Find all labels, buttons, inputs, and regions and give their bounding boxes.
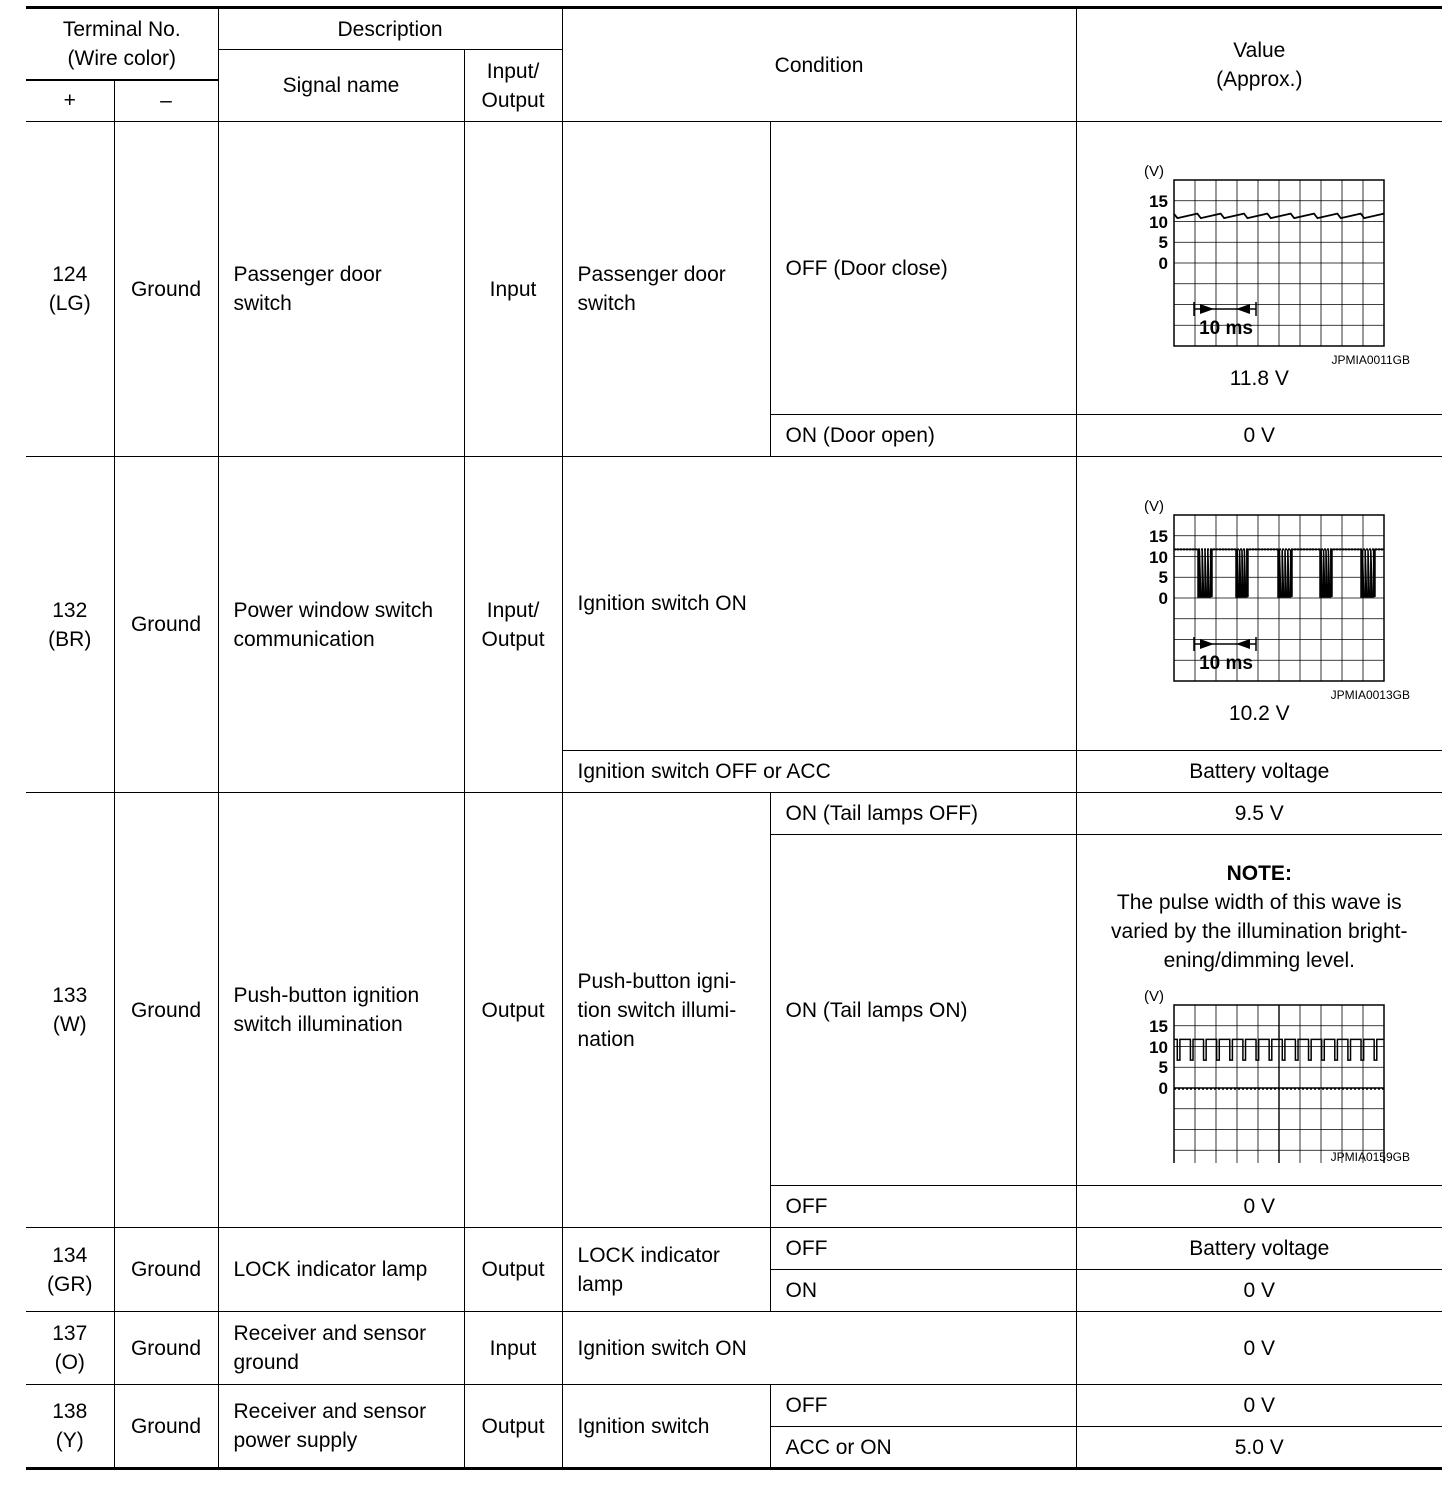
condition-header: Condition [562, 8, 1076, 122]
y-tick-label: 5 [1158, 1058, 1169, 1077]
arrow-head [1236, 639, 1250, 649]
terminal-cell [26, 457, 114, 793]
value-cell: 5.0 V [1076, 1427, 1442, 1469]
condition-main-line: nation [577, 1027, 635, 1051]
signal-name-cell [218, 793, 464, 1228]
signal-name-line: Passenger door [233, 263, 382, 286]
terminal-table [26, 6, 1442, 1470]
y-unit-label: (V) [1144, 988, 1165, 1005]
terminal-cell [26, 1228, 114, 1312]
value-cell [1076, 122, 1442, 415]
terminal-number: 138 [52, 1400, 88, 1423]
value-cell: 0 V [1076, 415, 1442, 457]
time-label: 10 ms [1199, 317, 1254, 339]
table-row [26, 1228, 1442, 1270]
table-row [26, 457, 1442, 751]
y-unit-label: (V) [1144, 162, 1165, 180]
y-tick-label: 5 [1158, 568, 1169, 587]
oscilloscope-svg [1104, 493, 1414, 701]
y-tick-label: 5 [1158, 232, 1169, 252]
signal-name-line: Receiver and sensor [233, 1322, 427, 1345]
terminal-no-label: Terminal No. [62, 17, 181, 41]
time-label: 10 ms [1199, 653, 1254, 674]
wire-color: (BR) [48, 627, 92, 651]
wire-color: (W) [52, 1013, 87, 1036]
signal-name-line: ground [233, 1351, 299, 1374]
signal-name-line: power supply [233, 1429, 358, 1452]
condition-main-line: LOCK indicator [577, 1243, 720, 1267]
y-tick-label: 15 [1149, 191, 1169, 211]
y-tick-label: 10 [1149, 212, 1169, 232]
arrow-head [1236, 304, 1250, 314]
note-line: The pulse width of this wave is [1116, 891, 1402, 914]
condition-main-cell [562, 122, 770, 457]
terminal-cell [26, 1312, 114, 1385]
value-cell: 0 V [1076, 1186, 1442, 1228]
y-tick-label: 15 [1149, 1017, 1169, 1036]
terminal-number: 124 [52, 263, 88, 286]
value-cell: 0 V [1076, 1385, 1442, 1427]
oscilloscope-svg [1104, 983, 1414, 1163]
plus-header: + [26, 80, 114, 122]
value-text: 10.2 V [1228, 702, 1290, 725]
note-block [1077, 857, 1443, 975]
io-line: Input/ [486, 598, 540, 622]
signal-name-line: Receiver and sensor [233, 1400, 427, 1423]
wire-color: (GR) [47, 1272, 93, 1296]
terminal-number: 134 [52, 1243, 88, 1267]
table-row [26, 793, 1442, 835]
condition-main-line: tion switch illumi- [577, 998, 737, 1022]
ground-cell: Ground [114, 457, 218, 793]
io-line: Output [481, 627, 545, 651]
signal-name-cell [218, 1312, 464, 1385]
arrow-head [1200, 304, 1214, 314]
condition-sub-cell: OFF [770, 1186, 1076, 1228]
signal-name-header: Signal name [218, 50, 464, 122]
waveform-illumination [1077, 983, 1443, 1163]
terminal-cell [26, 122, 114, 457]
signal-name-cell [218, 1385, 464, 1469]
condition-sub-cell: OFF [770, 1228, 1076, 1270]
value-cell: 0 V [1076, 1270, 1442, 1312]
io-cell: Output [464, 1228, 562, 1312]
input-output-header [464, 50, 562, 122]
y-tick-label: 10 [1149, 548, 1169, 567]
condition-cell: Ignition switch ON [562, 1312, 1076, 1385]
oscilloscope-svg [1104, 158, 1414, 366]
terminal-cell [26, 793, 114, 1228]
ground-cell: Ground [114, 1312, 218, 1385]
terminal-number: 132 [52, 598, 88, 622]
condition-sub-cell: ON (Tail lamps OFF) [770, 793, 1076, 835]
figure-code: JPMIA0159GB [1330, 1150, 1411, 1163]
note-line: varied by the illumination bright- [1111, 920, 1408, 943]
input-output-label-1: Input/ [486, 59, 540, 83]
description-header: Description [218, 8, 562, 50]
condition-cell: Ignition switch OFF or ACC [562, 751, 1076, 793]
wire-color: (LG) [48, 292, 91, 315]
value-text: 11.8 V [1229, 366, 1289, 390]
signal-name-line: communication [233, 627, 375, 651]
terminal-number: 133 [52, 984, 88, 1007]
y-tick-label: 15 [1149, 527, 1169, 546]
table-row [26, 1385, 1442, 1427]
y-unit-label: (V) [1144, 498, 1165, 515]
terminal-cell [26, 1385, 114, 1469]
ground-cell: Ground [114, 1228, 218, 1312]
condition-cell: Ignition switch ON [562, 457, 1076, 751]
terminal-no-header [26, 8, 218, 80]
table-row [26, 1312, 1442, 1385]
condition-main-line: lamp [577, 1272, 624, 1296]
value-cell: 0 V [1076, 1312, 1442, 1385]
io-cell [464, 457, 562, 793]
ground-cell: Ground [114, 793, 218, 1228]
condition-main-cell [562, 793, 770, 1228]
value-label: Value [1233, 39, 1286, 62]
figure-code: JPMIA0013GB [1330, 688, 1411, 701]
signal-name-cell [218, 457, 464, 793]
wire-color: (Y) [55, 1429, 84, 1452]
condition-sub-cell: ACC or ON [770, 1427, 1076, 1469]
io-cell: Output [464, 1385, 562, 1469]
signal-name-cell [218, 122, 464, 457]
waveform-power-window [1077, 493, 1443, 701]
condition-main-line: Passenger door [577, 263, 726, 286]
signal-name-line: switch illumination [233, 1013, 403, 1036]
condition-main-line: switch [577, 292, 636, 315]
note-line: ening/dimming level. [1163, 949, 1355, 972]
arrow-head [1200, 639, 1214, 649]
value-cell: Battery voltage [1076, 1228, 1442, 1270]
condition-sub-cell: ON (Tail lamps ON) [770, 835, 1076, 1186]
table-row [26, 122, 1442, 415]
waveform-door-switch [1077, 158, 1443, 366]
note-title: NOTE: [1226, 862, 1292, 885]
approx-label: (Approx.) [1216, 68, 1303, 91]
condition-main-line: Push-button igni- [577, 969, 737, 993]
wire-color-label: (Wire color) [67, 46, 176, 70]
minus-header: – [114, 80, 218, 122]
value-header [1076, 8, 1442, 122]
figure-code: JPMIA0011GB [1331, 352, 1411, 366]
y-tick-label: 10 [1149, 1038, 1169, 1057]
y-tick-label: 0 [1158, 1079, 1169, 1098]
io-cell: Output [464, 793, 562, 1228]
input-output-label-2: Output [481, 88, 545, 112]
condition-main-cell: Ignition switch [562, 1385, 770, 1469]
signal-name-line: Power window switch [233, 598, 434, 622]
wire-color: (O) [54, 1351, 85, 1374]
condition-main-cell [562, 1228, 770, 1312]
signal-name-line: switch [233, 292, 292, 315]
condition-sub-cell: ON [770, 1270, 1076, 1312]
value-cell: Battery voltage [1076, 751, 1442, 793]
ground-cell: Ground [114, 122, 218, 457]
value-cell [1076, 457, 1442, 751]
condition-sub-cell: OFF (Door close) [770, 122, 1076, 415]
io-cell: Input [464, 1312, 562, 1385]
signal-name-line: Push-button ignition [233, 984, 420, 1007]
condition-sub-cell: ON (Door open) [770, 415, 1076, 457]
io-cell: Input [464, 122, 562, 457]
terminal-number: 137 [52, 1322, 88, 1345]
y-tick-label: 0 [1158, 589, 1169, 608]
value-cell: 9.5 V [1076, 793, 1442, 835]
condition-sub-cell: OFF [770, 1385, 1076, 1427]
value-cell [1076, 835, 1442, 1186]
signal-name-cell: LOCK indicator lamp [218, 1228, 464, 1312]
ground-cell: Ground [114, 1385, 218, 1469]
y-tick-label: 0 [1158, 253, 1169, 273]
